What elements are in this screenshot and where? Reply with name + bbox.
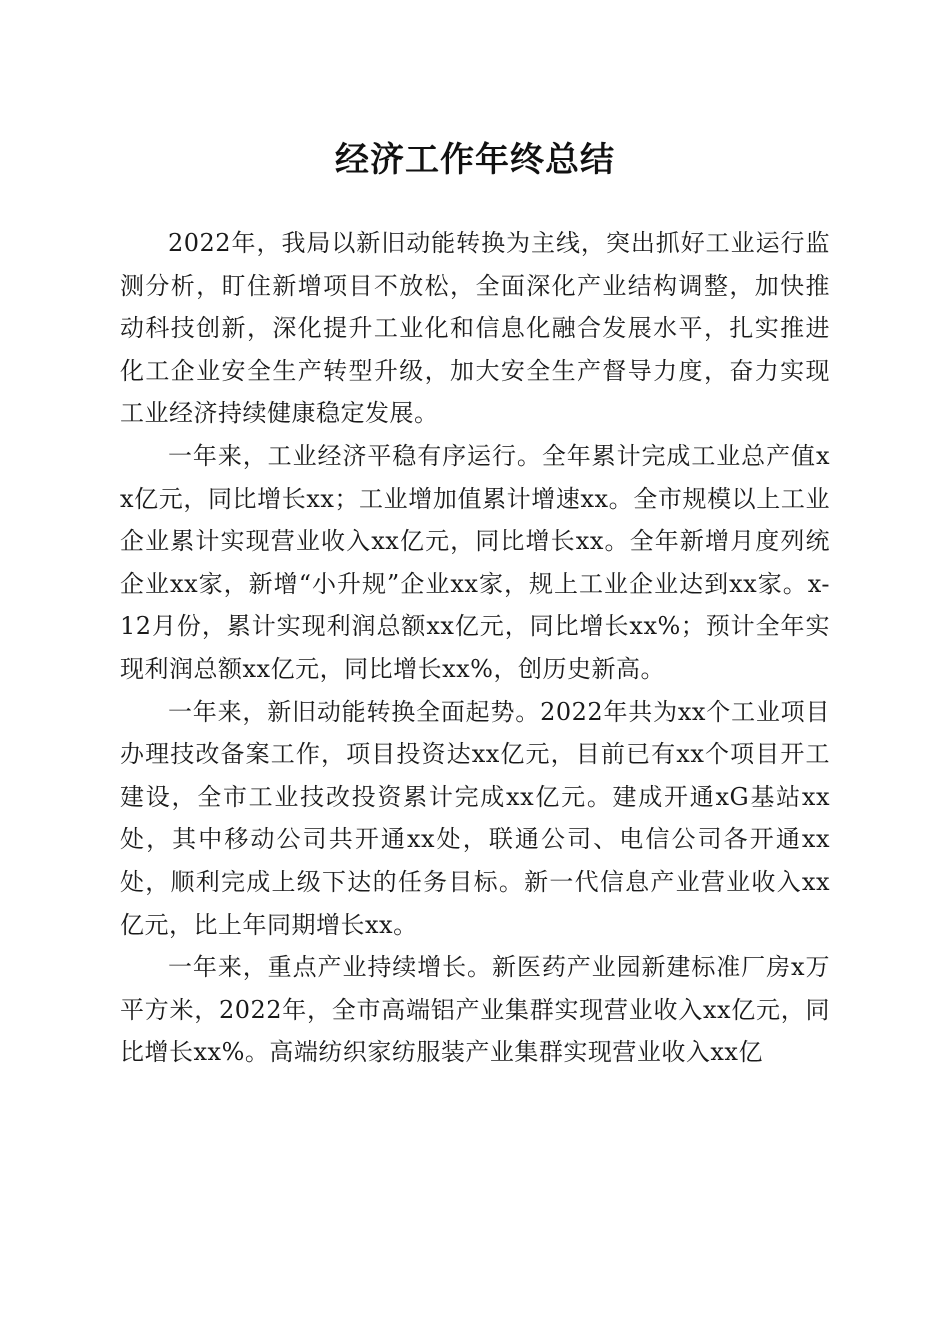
paragraph-new-momentum: 一年来，新旧动能转换全面起势。2022年共为xx个工业项目办理技改备案工作，项目投资达xx亿元，目前已有xx个项目开工建设，全市工业技改投资累计完成xx亿元。建成开通xG基站xx处，其中移动公司共开通xx处，联通公司、电信公司各开通xx处，顺利完成上级下达的任务目标。新一代信息产业营业收入xx亿元，比上年同期增长xx。	[120, 697, 830, 939]
paragraph-industrial-economy: 一年来，工业经济平稳有序运行。全年累计完成工业总产值xx亿元，同比增长xx；工业增加值累计增速xx。全市规模以上工业企业累计实现营业收入xx亿元，同比增长xx。全年新增月度列统企业xx家，新增“小升规”企业xx家，规上工业企业达到xx家。x-12月份，累计实现利润总额xx亿元，同比增长xx%；预计全年实现利润总额xx亿元，同比增长xx%，创历史新高。	[120, 441, 830, 683]
document-body	[120, 222, 830, 1074]
paragraph-key-industries: 一年来，重点产业持续增长。新医药产业园新建标准厂房x万平方米，2022年，全市高端铝产业集群实现营业收入xx亿元，同比增长xx%。高端纺织家纺服装产业集群实现营业收入xx亿	[120, 953, 830, 1067]
document-title: 经济工作年终总结	[335, 140, 615, 180]
paragraph-intro: 2022年，我局以新旧动能转换为主线，突出抓好工业运行监测分析，盯住新增项目不放松，全面深化产业结构调整，加快推动科技创新，深化提升工业化和信息化融合发展水平，扎实推进化工企业安全生产转型升级，加大安全生产督导力度，奋力实现工业经济持续健康稳定发展。	[120, 229, 830, 428]
